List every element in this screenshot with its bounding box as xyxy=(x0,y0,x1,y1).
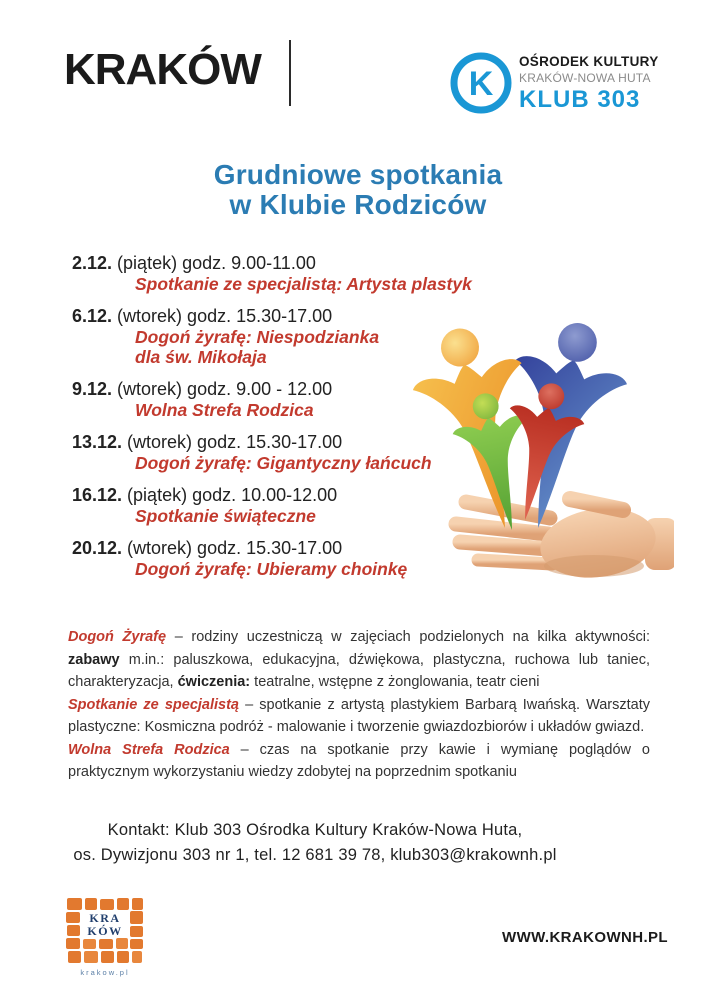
page-title-line1: Grudniowe spotkania xyxy=(213,159,503,190)
event-activity: Wolna Strefa Rodzica xyxy=(135,400,314,420)
description-paragraph: Dogoń Żyrafę – rodziny uczestniczą w zajęciach podzielonych na kilka aktywności: zabawy m.in.: paluszkowa, edukacyjna, dźwiękowa, plastyczna, ruchowa lub taniec, charakteryzacja, ćwiczenia: teatralne, wstępne z żonglowania, teatr cieni xyxy=(68,629,650,690)
event-activity: Dogoń żyrafę: Niespodzianka dla św. Mikołaja xyxy=(135,327,380,367)
family-held-in-hand-illustration xyxy=(398,288,674,600)
event-info: (wtorek) godz. 9.00 - 12.00 xyxy=(112,379,333,399)
contact-line1: Kontakt: Klub 303 Ośrodka Kultury Kraków-Nowa Huta, xyxy=(107,821,523,839)
event-info: (piątek) godz. 10.00-12.00 xyxy=(122,485,338,505)
krakow-wordmark: KRAKÓW xyxy=(64,45,261,94)
event-activity: Dogoń żyrafę: Gigantyczny łańcuch xyxy=(135,453,432,473)
event-date-time xyxy=(72,252,492,274)
description-paragraph: Spotkanie ze specjalistą – spotkanie z artystą plastykiem Barbarą Iwańską. Warsztaty plastyczne: Kosmiczna podróż - malowanie i tworzenie gwiazdozbiorów i układów gwiazd. xyxy=(68,696,651,735)
krakow-logo-caption: krakow.pl xyxy=(80,968,130,977)
event-date: 13.12. xyxy=(72,432,123,452)
org-club-name: KLUB 303 xyxy=(519,85,641,113)
event-date: 20.12. xyxy=(72,538,123,558)
header-divider xyxy=(289,40,291,106)
krakow-logo-text-line2: KÓW xyxy=(87,924,123,938)
page-title xyxy=(6,160,704,220)
event-info: (wtorek) godz. 15.30-17.00 xyxy=(112,306,333,326)
event-activity: Dogoń żyrafę: Ubieramy choinkę xyxy=(135,559,408,579)
event-activity: Spotkanie świąteczne xyxy=(135,506,316,526)
klub303-logo-icon xyxy=(450,52,512,114)
event-info: (wtorek) godz. 15.30-17.00 xyxy=(122,538,343,558)
event-date: 2.12. xyxy=(72,253,113,273)
supporting-hand-illustration xyxy=(456,499,674,585)
krakow-brick-mosaic-logo xyxy=(66,898,146,980)
klub303-k-glyph: K xyxy=(468,65,494,103)
website-url: WWW.KRAKOWNH.PL xyxy=(502,929,668,946)
event-date: 9.12. xyxy=(72,379,113,399)
org-name: OŚRODEK KULTURY xyxy=(519,54,659,69)
org-subtitle: KRAKÓW-NOWA HUTA xyxy=(519,70,651,85)
krakow-logo-text-line1: KRA xyxy=(89,911,121,925)
event-info: (piątek) godz. 9.00-11.00 xyxy=(112,253,316,273)
event-date: 16.12. xyxy=(72,485,123,505)
org-text-block xyxy=(519,55,659,112)
event-activity: Spotkanie ze specjalistą: Artysta plastyk xyxy=(135,274,472,294)
contact-block xyxy=(0,818,630,868)
descriptions xyxy=(68,626,650,784)
contact-line2: os. Dywizjonu 303 nr 1, tel. 12 681 39 78, klub303@krakownh.pl xyxy=(73,846,557,864)
page-title-line2: w Klubie Rodziców xyxy=(229,189,487,220)
event-info: (wtorek) godz. 15.30-17.00 xyxy=(122,432,343,452)
description-paragraph: Wolna Strefa Rodzica – czas na spotkanie przy kawie i wymianę poglądów o praktycznym wykorzystaniu wiedzy zdobytej na poprzednim spotkaniu xyxy=(68,741,650,780)
event-date: 6.12. xyxy=(72,306,113,326)
